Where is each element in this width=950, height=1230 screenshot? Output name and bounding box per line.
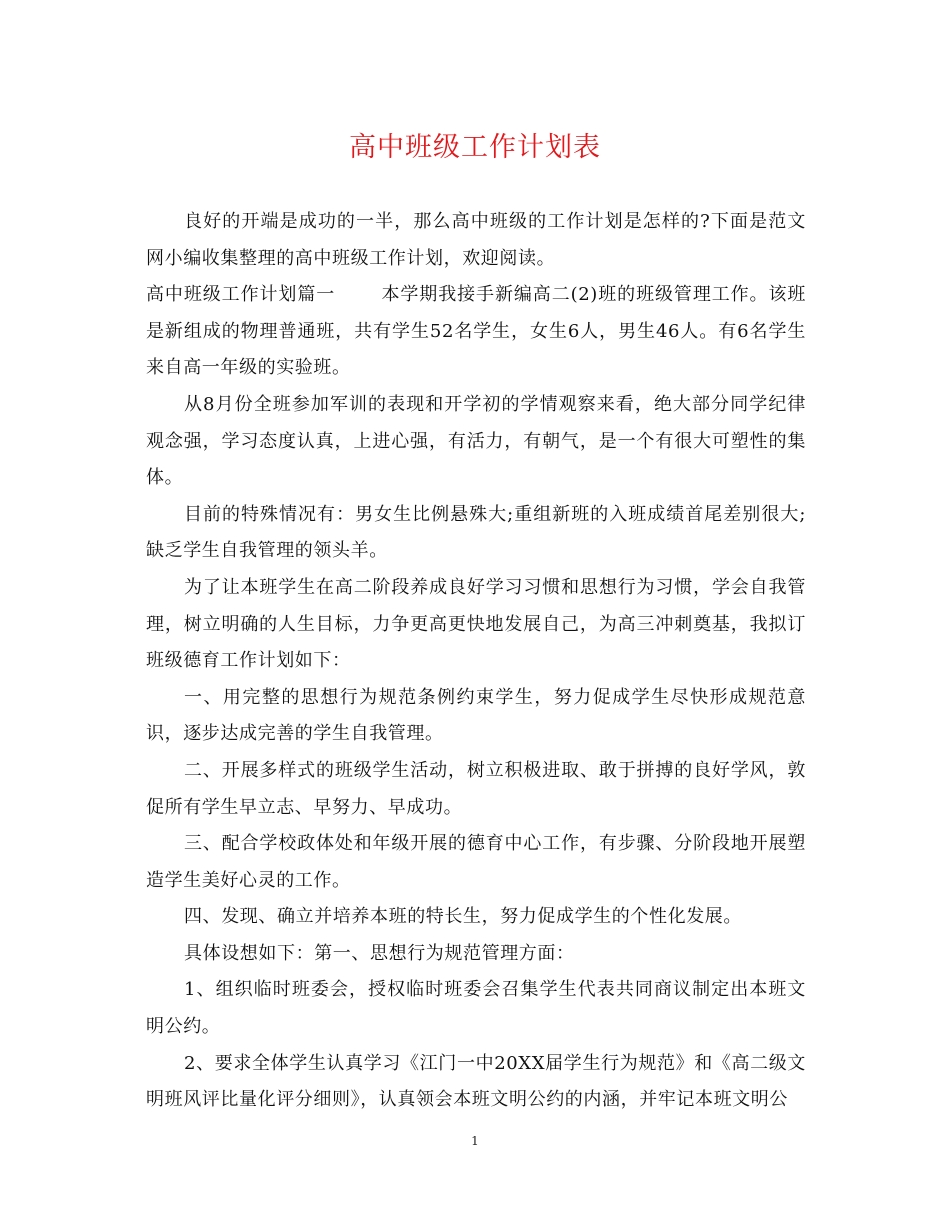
paragraph-specific-plan: 具体设想如下：第一、思想行为规范管理方面： bbox=[184, 942, 575, 964]
document-body bbox=[146, 204, 806, 1119]
paragraph-point-four: 四、发现、确立并培养本班的特长生，努力促成学生的个性化发展。 bbox=[184, 906, 742, 928]
paragraph-intro: 良好的开端是成功的一半，那么高中班级的工作计划是怎样的?下面是范文网小编收集整理的高中班级工作计划，欢迎阅读。 bbox=[146, 211, 806, 269]
paragraph-purpose: 为了让本班学生在高二阶段养成良好学习习惯和思想行为习惯，学会自我管理，树立明确的人生目标，力争更高更快地发展自己，为高三冲刺奠基，我拟订班级德育工作计划如下： bbox=[146, 576, 806, 672]
part-heading: 高中班级工作计划篇一 bbox=[146, 284, 336, 306]
page-number: 1 bbox=[471, 1134, 479, 1148]
document-title: 高中班级工作计划表 bbox=[349, 132, 601, 163]
part-text: 本学期我接手新编高二(2)班的班级管理工作。该班是新组成的物理普通班，共有学生52名学生，女生6人，男生46人。有6名学生来自高一年级的实验班。 bbox=[146, 284, 806, 379]
paragraph-part-one bbox=[146, 277, 806, 387]
paragraph-special-situation: 目前的特殊情况有：男女生比例悬殊大;重组新班的入班成绩首尾差别很大;缺乏学生自我管理的领头羊。 bbox=[146, 503, 806, 562]
paragraph-point-one: 一、用完整的思想行为规范条例约束学生，努力促成学生尽快形成规范意识，逐步达成完善的学生自我管理。 bbox=[146, 686, 806, 745]
paragraph-point-three: 三、配合学校政体处和年级开展的德育中心工作，有步骤、分阶段地开展塑造学生美好心灵的工作。 bbox=[146, 833, 806, 891]
paragraph-item-one: 1、组织临时班委会，授权临时班委会召集学生代表共同商议制定出本班文明公约。 bbox=[146, 979, 806, 1038]
paragraph-point-two: 二、开展多样式的班级学生活动，树立积极进取、敢于拼搏的良好学风，敦促所有学生早立志、早努力、早成功。 bbox=[146, 759, 806, 818]
paragraph-observation: 从8月份全班参加军训的表现和开学初的学情观察来看，绝大部分同学纪律观念强，学习态度认真，上进心强，有活力，有朝气，是一个有很大可塑性的集体。 bbox=[146, 393, 806, 489]
paragraph-item-two: 2、要求全体学生认真学习《江门一中20XX届学生行为规范》和《高二级文明班风评比量化评分细则》，认真领会本班文明公约的内涵，并牢记本班文明公 bbox=[146, 1052, 806, 1111]
